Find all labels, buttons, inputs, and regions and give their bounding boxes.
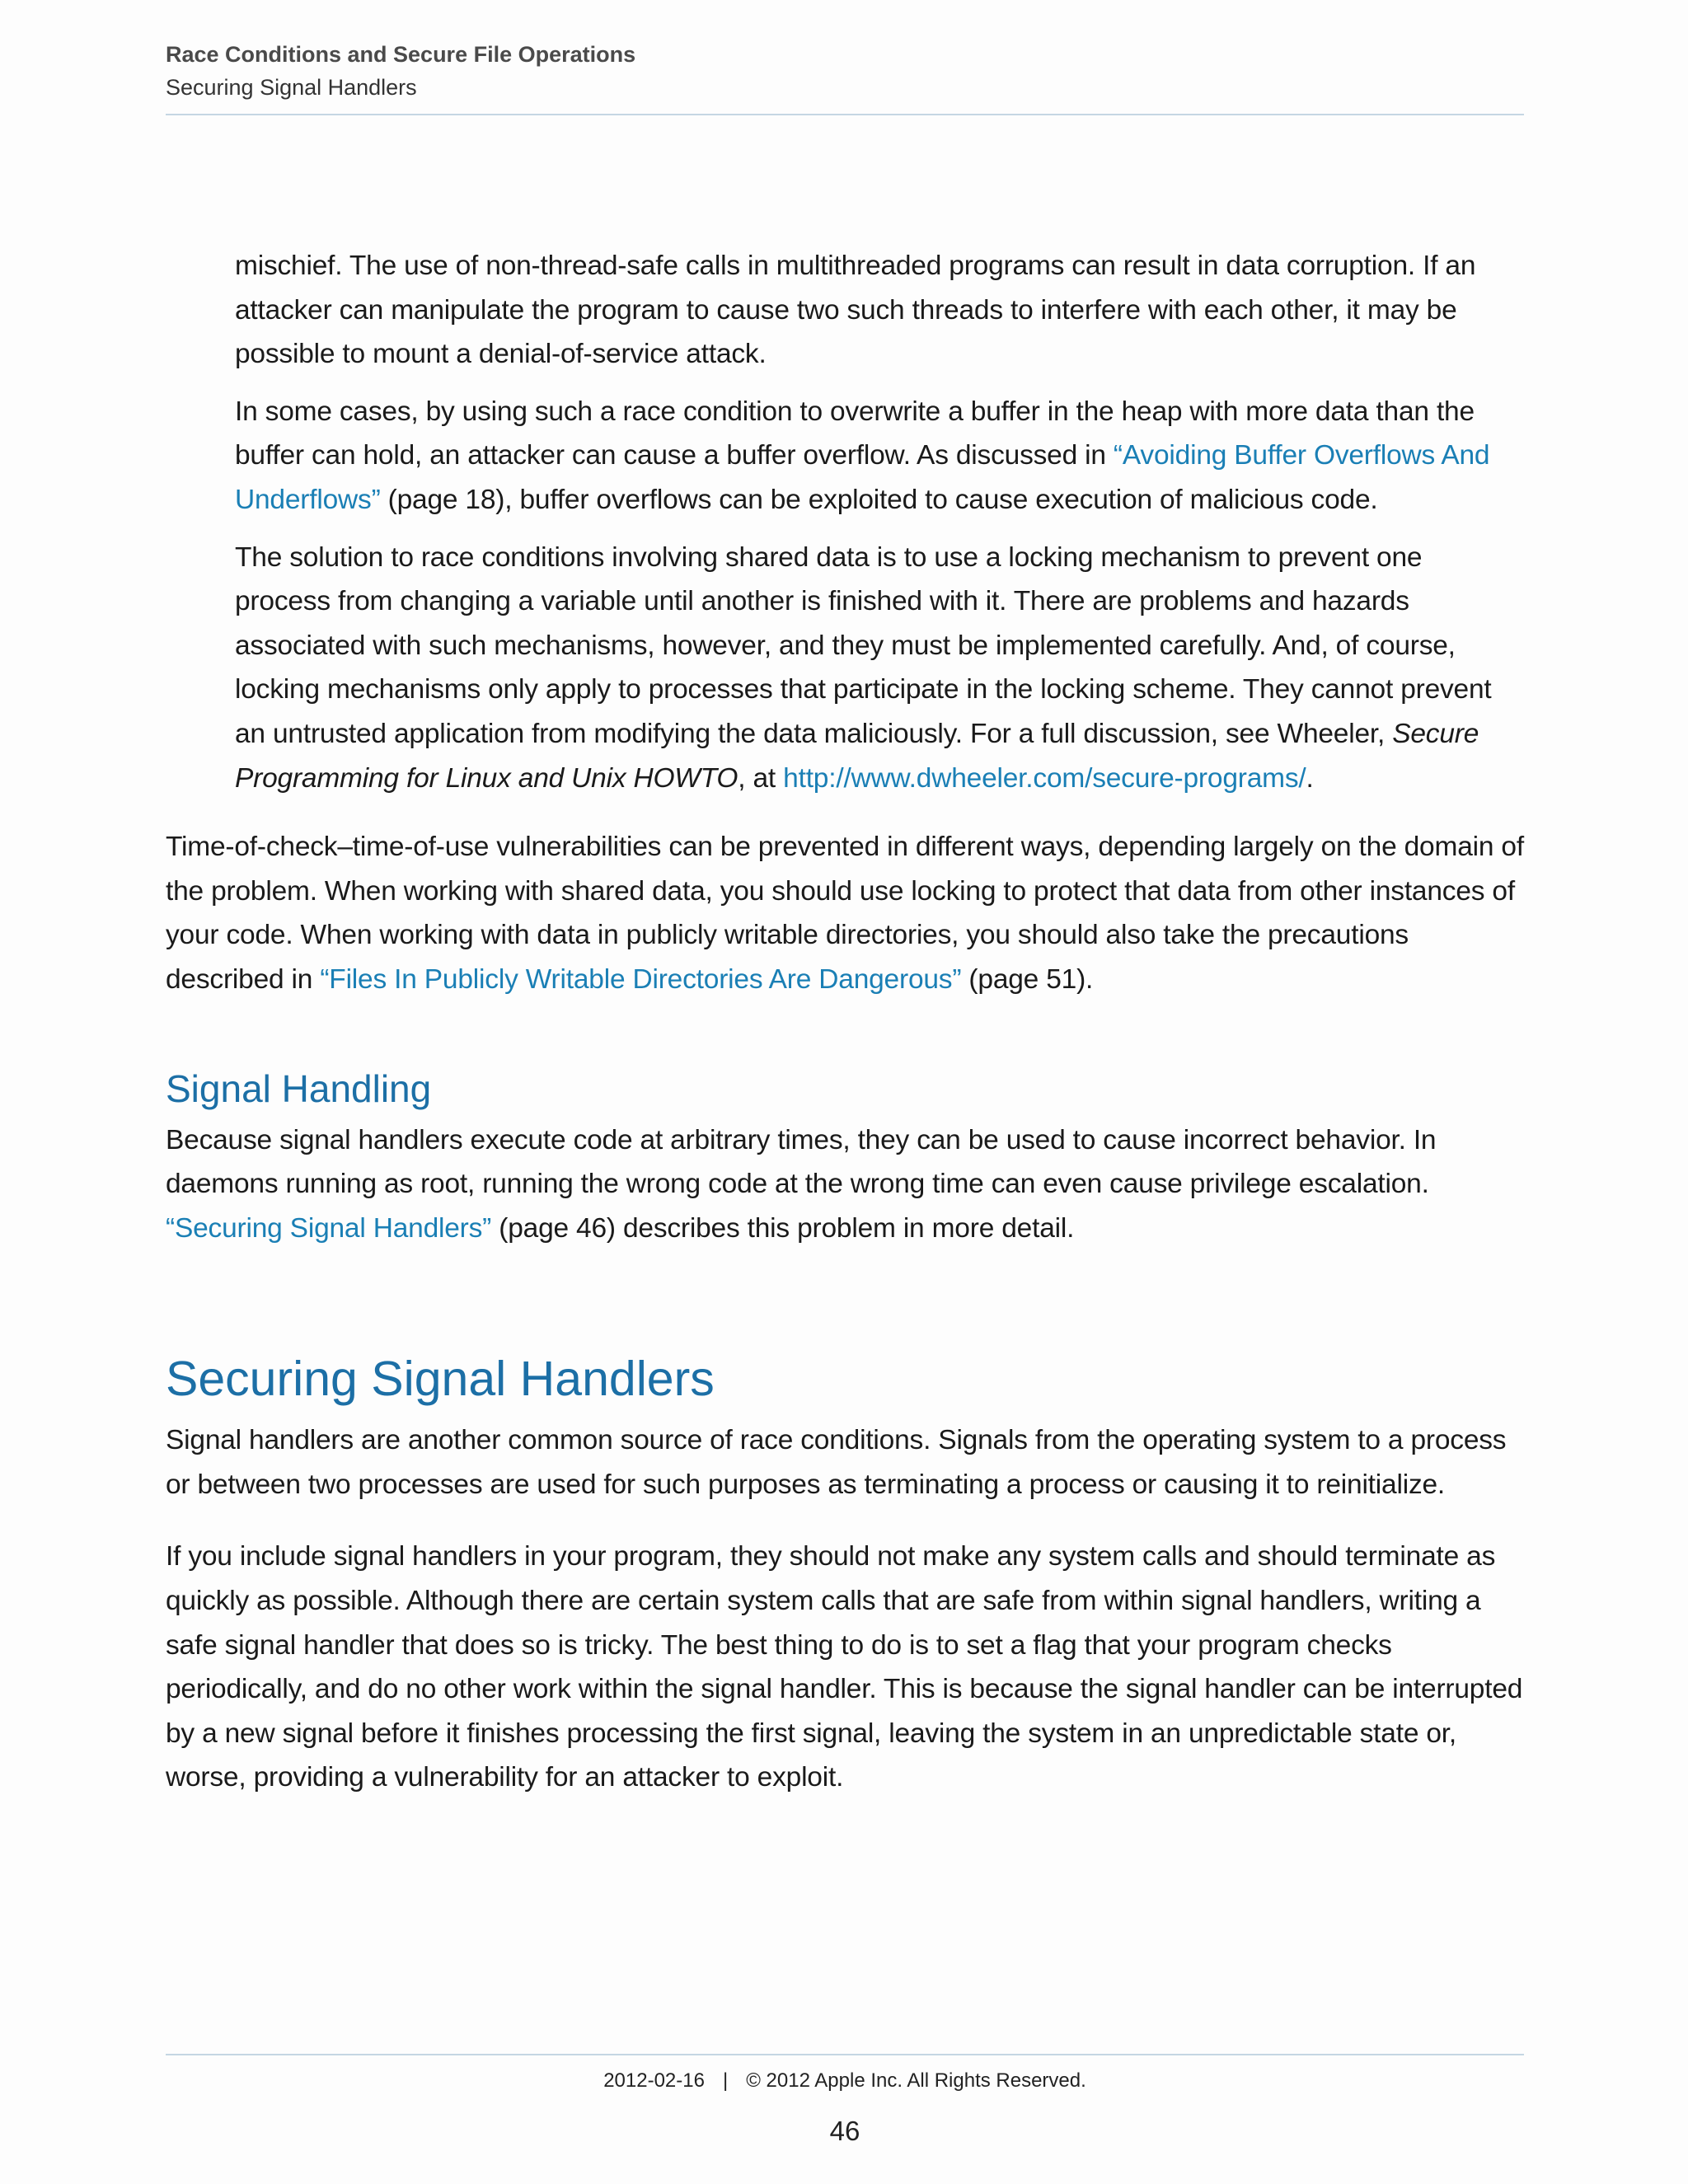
link-securing-signal-handlers[interactable]: “Securing Signal Handlers” (166, 1212, 492, 1244)
page-number: 46 (829, 2116, 860, 2146)
securing-signal-handlers-heading: Securing Signal Handlers (166, 1352, 715, 1407)
signal-handling-paragraph (166, 1118, 1524, 1251)
text-run: , at (738, 762, 784, 794)
indented-paragraph-2 (235, 390, 1524, 523)
book-title: Secure Programming for Linux and Unix HOWTO (235, 718, 1479, 794)
link-avoiding-buffer-overflows[interactable]: “Avoiding Buffer Overflows And Underflows” (235, 440, 1490, 515)
footer-date: 2012-02-16 (603, 2069, 705, 2092)
section-title: Securing Signal Handlers (166, 75, 417, 100)
document-body (166, 244, 1524, 1800)
indented-paragraph-3 (235, 536, 1524, 801)
footer (166, 2067, 1524, 2095)
signal-handlers-paragraph-1: Signal handlers are another common source of race conditions. Signals from the operating system to a process or between two processes are used for such purposes as terminating a process or causing it to reinitialize. (166, 1425, 1507, 1500)
text-run: Time-of-check–time-of-use vulnerabilities can be prevented in different ways, depending largely on the domain of the problem. When working with shared data, you should use locking to protect that data from other instances of your code. When working with data in publicly writable directories, you should also take the precautions described in (166, 832, 1524, 995)
indented-paragraph-1: mischief. The use of non-thread-safe calls in multithreaded programs can result in data corruption. If an attacker can manipulate the program to cause two such threads to interfere with each other, it may be possible to mount a denial-of-service attack. (235, 251, 1476, 370)
text-run: Because signal handlers execute code at arbitrary times, they can be used to cause incorrect behavior. In daemons running as root, running the wrong code at the wrong time can even cause privilege escalation. (166, 1124, 1437, 1200)
text-run: (page 46) describes this problem in more detail. (491, 1212, 1075, 1244)
running-header (166, 38, 1524, 115)
chapter-title: Race Conditions and Secure File Operations (166, 42, 636, 67)
text-run: (page 51). (961, 963, 1094, 995)
footer-separator: | (722, 2069, 729, 2092)
signal-handlers-paragraph-2: If you include signal handlers in your program, they should not make any system calls and should terminate as quickly as possible. Although there are certain system calls that are safe from within signal handlers, writing a safe signal handler that does so is tricky. The best thing to do is to set a flag that your program checks periodically, and do no other work within the signal handler. This is because the signal handler can be interrupted by a new signal before it finishes processing the first signal, leaving the system in an unpredictable state or, worse, providing a vulnerability for an attacker to exploit. (166, 1541, 1523, 1793)
link-dwheeler-url[interactable]: http://www.dwheeler.com/secure-programs/ (783, 762, 1306, 794)
text-run: (page 18), buffer overflows can be exploited to cause execution of malicious code. (380, 484, 1378, 515)
link-publicly-writable-directories[interactable]: “Files In Publicly Writable Directories Are Dangerous” (320, 963, 962, 995)
toctou-paragraph (166, 825, 1524, 1001)
text-run: . (1306, 762, 1314, 794)
signal-handling-heading: Signal Handling (166, 1066, 432, 1110)
text-run: In some cases, by using such a race condition to overwrite a buffer in the heap with more data than the buffer can hold, an attacker can cause a buffer overflow. As discussed in (235, 396, 1475, 471)
footer-copyright: © 2012 Apple Inc. All Rights Reserved. (746, 2069, 1086, 2092)
footer-rule (166, 2054, 1524, 2055)
indented-block (235, 244, 1524, 800)
text-run: The solution to race conditions involving shared data is to use a locking mechanism to prevent one process from changing a variable until another is finished with it. There are problems and hazards associated with such mechanisms, however, and they must be implemented carefully. And, of course, locking mechanisms only apply to processes that participate in the locking scheme. They cannot prevent an untrusted application from modifying the data maliciously. For a full discussion, see Wheeler, (235, 541, 1492, 749)
